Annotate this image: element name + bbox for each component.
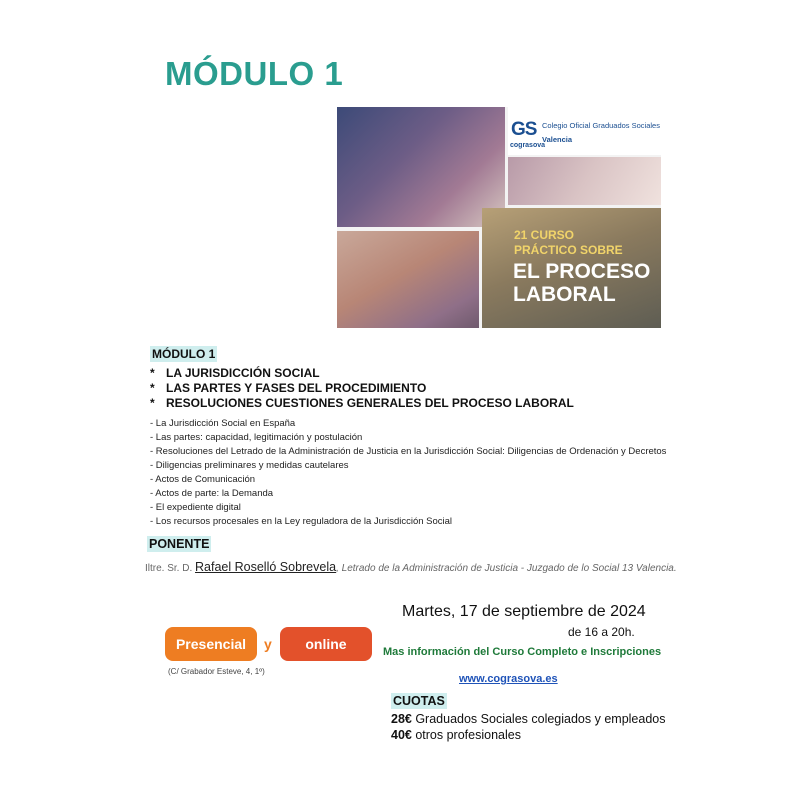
topic-item: * LA JURISDICCIÓN SOCIAL [150, 366, 320, 380]
course-line-2: PRÁCTICO SOBRE [514, 243, 623, 257]
session-date: Martes, 17 de septiembre de 2024 [402, 603, 646, 620]
logo-mark: GS [511, 119, 537, 140]
website-link[interactable]: www.cograsova.es [459, 673, 558, 685]
course-title-panel [482, 208, 661, 328]
content-item: - Actos de Comunicación [150, 474, 256, 485]
page-title: MÓDULO 1 [165, 55, 344, 92]
ponente-label: PONENTE [149, 537, 210, 551]
content-item: - Diligencias preliminares y medidas cautelares [150, 460, 349, 471]
content-item: - La Jurisdicción Social en España [150, 418, 296, 429]
venue-address: (C/ Grabador Esteve, 4, 1º) [168, 667, 265, 676]
session-time: de 16 a 20h. [568, 625, 635, 639]
course-line-1: 21 CURSO [514, 228, 575, 242]
speaker-role: , Letrado de la Administración de Justicia - Juzgado de lo Social 13 Valencia. [336, 563, 677, 574]
more-info-text: Mas información del Curso Completo e Inscripciones [383, 646, 662, 658]
college-logo [508, 107, 661, 155]
college-city: Valencia [542, 135, 573, 144]
content-item: - Resoluciones del Letrado de la Administración de Justicia en la Jurisdicción Social: Diligencias de Ordenación y Decretos [150, 446, 667, 457]
topic-item: * RESOLUCIONES CUESTIONES GENERALES DEL PROCESO LABORAL [150, 396, 574, 410]
signing-photo [337, 231, 479, 328]
topic-item: * LAS PARTES Y FASES DEL PROCEDIMIENTO [150, 381, 427, 395]
fee-item: 28€ Graduados Sociales colegiados y empleados [391, 712, 666, 726]
presencial-badge: Presencial [165, 627, 257, 661]
cuotas-label: CUOTAS [393, 694, 445, 708]
college-name: Colegio Oficial Graduados Sociales [542, 121, 660, 130]
logo-subtext: cograsova [510, 142, 546, 149]
course-line-4: LABORAL [513, 283, 616, 306]
course-line-3: EL PROCESO [513, 260, 651, 283]
content-item: - Las partes: capacidad, legitimación y postulación [150, 432, 363, 443]
module-label: MÓDULO 1 [152, 347, 216, 361]
meeting-photo [337, 107, 505, 227]
modality-conjunction: y [264, 636, 272, 652]
online-badge: online [280, 627, 372, 661]
course-banner [337, 107, 661, 328]
content-item: - Actos de parte: la Demanda [150, 488, 274, 499]
fee-item: 40€ otros profesionales [391, 728, 521, 742]
content-item: - El expediente digital [150, 502, 241, 513]
desk-photo [508, 157, 661, 205]
speaker-line: Iltre. Sr. D. Rafael Roselló Sobrevela, Letrado de la Administración de Justicia - Juzgado de lo Social 13 Valencia. [145, 560, 677, 574]
speaker-name: Rafael Roselló Sobrevela [195, 560, 337, 574]
content-item: - Los recursos procesales en la Ley reguladora de la Jurisdicción Social [150, 516, 453, 527]
